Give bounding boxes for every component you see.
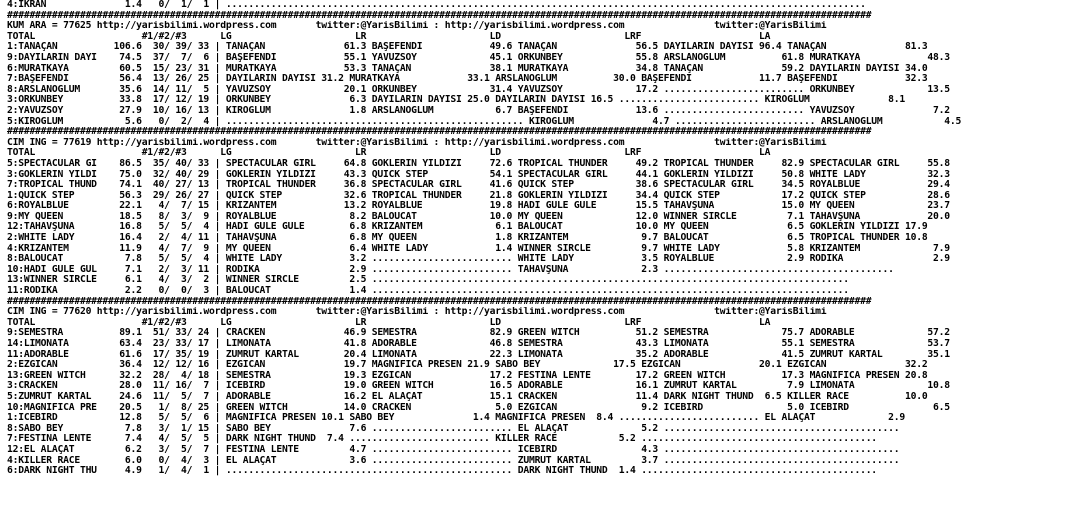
horse-stats-row: 3:GÖKLERİN YILDI 75.0 32/ 40/ 29 | GÖKLERİN YILDIZI 43.3 QUICK STEP 54.1 SPECTACULAR GIRL 44.1 GÖKLERİN YILDIZI 50.8 WHITE LADY 32.3	[7, 169, 950, 180]
horse-stats-row: 9:SEMESTRA 89.1 51/ 33/ 24 | CRACKEN 46.9 SEMESTRA 82.9 GREEN WITCH 51.2 SEMESTRA 75.7 ADORABLE 57.2	[7, 328, 950, 339]
horse-stats-row: 5:SPECTACULAR GI 86.5 35/ 40/ 33 | SPECTACULAR GIRL 64.8 GÖKLERİN YILDIZI 72.6 TROPICAL THUNDER 49.2 TROPICAL THUNDER 82.9 SPECTACULAR GIRL 55.8	[7, 158, 950, 169]
horse-stats-row: 3:CRACKEN 28.0 11/ 16/ 7 | ICEBIRD 19.0 GREEN WITCH 16.5 ADORABLE 16.1 ZÜMRÜT KARTAL 7.9 LİMONATA 10.8	[7, 381, 950, 392]
horse-stats-row: 6:MURATKAYA 60.5 15/ 23/ 31 | MURATKAYA 53.3 TANAÇAN 38.1 MURATKAYA 34.8 TANAÇAN 59.2 DAYILARIN DAYISI 34.0	[7, 63, 928, 74]
race-header: KUM ARA = 77625 http://yarisbilimi.wordpress.com twitter:@YarisBilimi : http://yarisbilimi.wordpress.com twitter:@YarisBilimi	[7, 21, 827, 32]
horse-stats-row: 11:ADORABLE 61.6 17/ 35/ 19 | ZÜMRÜT KARTAL 20.4 LİMONATA 22.3 LİMONATA 35.2 ADORABLE 41.5 ZÜMRÜT KARTAL 35.1	[7, 349, 950, 360]
horse-stats-row: 8:BALOUCAT 7.8 5/ 5/ 4 | WHITE LADY 3.2 ......................... WHITE LADY 3.5 ROYALBLUE 2.9 RODIKA 2.9	[7, 254, 950, 265]
column-header-row: TOTAL #1/#2/#3 LG LR LD LRF LA	[7, 317, 771, 328]
horse-stats-row: 2:YAVUZSOY 27.9 10/ 16/ 13 | KIROĞLUM 1.8 ARSLANOĞLUM 6.7 BAŞEFENDİ 13.6 ......................... YAVUZSOY 7.2	[7, 105, 950, 116]
horse-stats-row: 1:QUICK STEP 56.3 29/ 26/ 27 | QUICK STEP 32.6 TROPICAL THUNDER 21.8 GÖKLERİN YILDIZI 34.4 QUICK STEP 17.2 QUICK STEP 28.6	[7, 190, 950, 201]
horse-stats-row: 4:KRIZANTEM 11.9 4/ 7/ 9 | MY QUEEN 6.4 WHITE LADY 1.4 WINNER SIRCLE 9.7 WHITE LADY 5.8 KRIZANTEM 7.9	[7, 243, 950, 254]
horse-stats-row: 3:ORKUNBEY 33.8 17/ 12/ 19 | ORKUNBEY 6.3 DAYILARIN DAYISI 25.0 DAYILARIN DAYISI 16.5 ......................... KIROĞLUM 8.1	[7, 95, 905, 106]
horse-stats-row: 13:WINNER SIRCLE 6.1 4/ 3/ 2 | WINNER SIRCLE 2.5 .....................................................................................	[7, 275, 849, 286]
race-header: CIM ING = 77619 http://yarisbilimi.wordpress.com twitter:@YarisBilimi : http://yarisbilimi.wordpress.com twitter:@YarisBilimi	[7, 137, 827, 148]
horse-stats-row: 7:FESTINA LENTE 7.4 4/ 5/ 5 | DARK NIGHT THUND 7.4 ......................... KILLER RACE 5.2 ..........................................	[7, 434, 877, 445]
horse-stats-row: 5:KIROĞLUM 5.6 0/ 2/ 4 | ..................................................... KIROĞLUM 4.7 ......................... ARSLANOĞLUM 4.5	[7, 116, 962, 127]
horse-stats-row: 10:HADİ GÜLE GÜL 7.1 2/ 3/ 11 | RODIKA 2.9 ......................... TAHAVŞUNA 2.3 .........................................	[7, 264, 894, 275]
section-divider: ##########################################################################################################################################################	[7, 127, 872, 138]
horse-stats-row: 8:SABO BEY 7.8 3/ 1/ 15 | SABO BEY 7.6 ......................... EL ALAÇAT 5.2 ..........................................	[7, 423, 900, 434]
horse-stats-row: 12:EL ALAÇAT 6.2 3/ 5/ 7 | FESTINA LENTE 4.7 ......................... ICEBIRD 4.3 ..........................................	[7, 444, 900, 455]
horse-stats-row: 9:DAYILARIN DAYI 74.5 37/ 7/ 6 | BAŞEFENDİ 55.1 YAVUZSOY 45.1 ORKUNBEY 55.8 ARSLANOĞLUM 61.8 MURATKAYA 48.3	[7, 52, 950, 63]
horse-stats-row: 1:TANAÇAN 106.6 30/ 39/ 33 | TANAÇAN 61.3 BAŞEFENDİ 49.6 TANAÇAN 56.5 DAYILARIN DAYISI 96.4 TANAÇAN 81.3	[7, 42, 928, 53]
horse-stats-row: 6:DARK NIGHT THU 4.9 1/ 4/ 1 | ................................................... DARK NIGHT THUND 1.4 ..........................................	[7, 466, 877, 477]
horse-stats-row: 9:MY QUEEN 18.5 8/ 3/ 9 | ROYALBLUE 8.2 BALOUCAT 10.0 MY QUEEN 12.0 WINNER SIRCLE 7.1 TAHAVŞUNA 20.0	[7, 211, 950, 222]
horse-stats-row: 12:TAHAVŞUNA 16.8 5/ 5/ 4 | HADİ GÜLE GÜLE 6.8 KRIZANTEM 6.1 BALOUCAT 10.0 MY QUEEN 6.5 GÖKLERİN YILDIZI 17.9	[7, 222, 928, 233]
column-header-row: TOTAL #1/#2/#3 LG LR LD LRF LA	[7, 148, 771, 159]
horse-stats-row: 7:BAŞEFENDİ 56.4 13/ 26/ 25 | DAYILARIN DAYISI 31.2 MURATKAYA 33.1 ARSLANOĞLUM 30.0 BAŞEFENDİ 11.7 BAŞEFENDİ 32.3	[7, 74, 928, 85]
horse-stats-row: 7:TROPICAL THUND 74.1 40/ 27/ 13 | TROPICAL THUNDER 36.8 SPECTACULAR GIRL 41.6 QUICK STEP 38.6 SPECTACULAR GIRL 34.5 ROYALBLUE 29.4	[7, 180, 950, 191]
horse-stats-row: 2:EZGİCAN 36.4 12/ 12/ 16 | EZGİCAN 19.7 MAGNIFICA PRESEN 21.9 SABO BEY 17.5 EZGİCAN 20.1 EZGİCAN 32.2	[7, 360, 928, 371]
race-header: CIM ING = 77620 http://yarisbilimi.wordpress.com twitter:@YarisBilimi : http://yarisbilimi.wordpress.com twitter:@YarisBilimi	[7, 307, 827, 318]
horse-stats-row: 5:ZÜMRÜT KARTAL 24.6 11/ 5/ 7 | ADORABLE 16.2 EL ALAÇAT 15.1 CRACKEN 11.4 DARK NIGHT THUND 6.5 KILLER RACE 10.0	[7, 391, 928, 402]
horse-stats-row: 11:RODIKA 2.2 0/ 0/ 3 | BALOUCAT 1.4 .....................................................................................	[7, 286, 849, 297]
column-header-row: TOTAL #1/#2/#3 LG LR LD LRF LA	[7, 31, 771, 42]
horse-stats-row: 1:ICEBIRD 12.8 5/ 5/ 6 | MAGNIFICA PRESEN 10.1 SABO BEY 1.4 MAGNIFICA PRESEN 8.4 ......................... EL ALAÇAT 2.9	[7, 413, 905, 424]
section-divider: ##########################################################################################################################################################	[7, 10, 872, 21]
horse-stats-row: 10:MAGNIFICA PRE 20.5 1/ 8/ 25 | GREEN WITCH 14.0 CRACKEN 5.0 EZGİCAN 9.2 ICEBIRD 5.0 ICEBIRD 6.5	[7, 402, 950, 413]
horse-stats-row: 13:GREEN WITCH 32.2 28/ 4/ 18 | SEMESTRA 19.3 EZGİCAN 17.2 FESTINA LENTE 17.2 GREEN WITCH 17.3 MAGNIFICA PRESEN 20.8	[7, 370, 928, 381]
horse-stats-row: 4:İKRAN 1.4 0/ 1/ 1 | ..................................................................................................................	[7, 0, 866, 10]
horse-stats-row: 4:KILLER RACE 6.0 0/ 4/ 3 | EL ALAÇAT 3.6 ......................... ZÜMRÜT KARTAL 3.7 ..........................................	[7, 455, 900, 466]
horse-stats-row: 8:ARSLANOĞLUM 35.6 14/ 11/ 5 | YAVUZSOY 20.1 ORKUNBEY 31.4 YAVUZSOY 17.2 ......................... ORKUNBEY 13.5	[7, 84, 950, 95]
horse-stats-row: 14:LİMONATA 63.4 23/ 33/ 17 | LİMONATA 41.8 ADORABLE 46.8 SEMESTRA 43.3 LİMONATA 55.1 SEMESTRA 53.7	[7, 339, 950, 349]
horse-stats-row: 6:ROYALBLUE 22.1 4/ 7/ 15 | KRIZANTEM 13.2 ROYALBLUE 19.8 HADİ GÜLE GÜLE 15.5 TAHAVŞUNA 15.0 MY QUEEN 23.7	[7, 201, 950, 212]
horse-stats-row: 2:WHITE LADY 16.4 2/ 4/ 11 | TAHAVŞUNA 6.8 MY QUEEN 1.8 KRIZANTEM 9.7 BALOUCAT 6.5 TROPICAL THUNDER 10.8	[7, 233, 928, 244]
section-divider: ##########################################################################################################################################################	[7, 296, 872, 307]
